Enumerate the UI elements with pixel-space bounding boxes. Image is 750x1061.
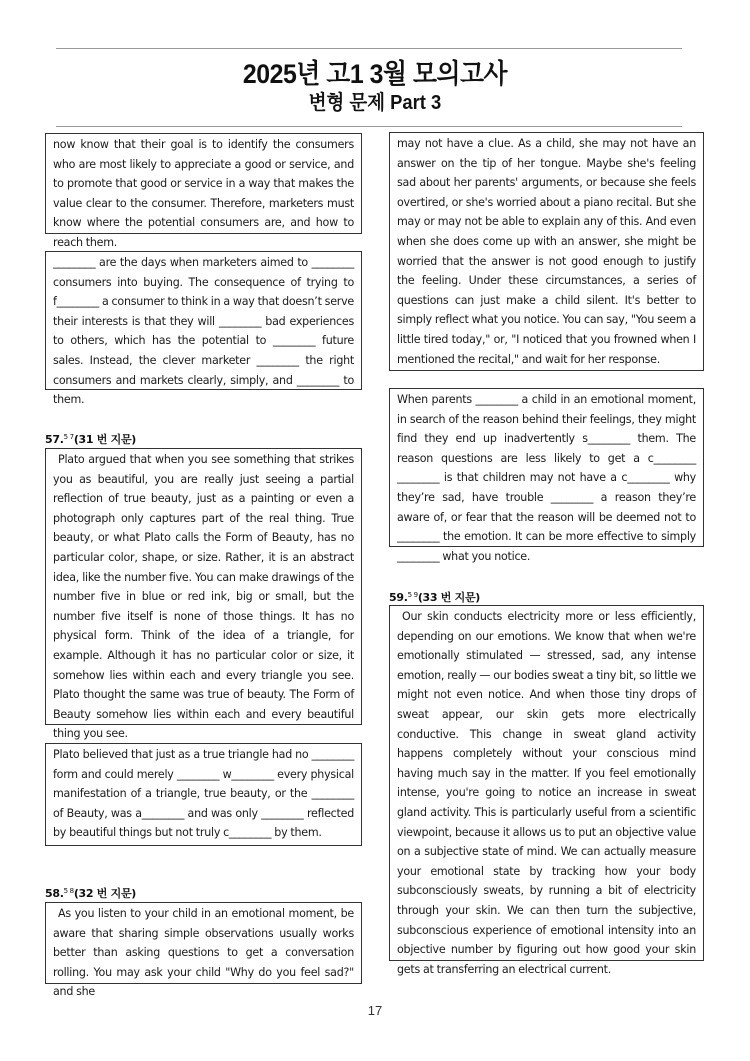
passage-57-text: Plato argued that when you see something that strikes you as beautiful, you are really just seeing a partial reflection of true beauty, just as a painting or even a photograph only captures part of the real thing. True beauty, or what Plato calls the Form of Beauty, has no particular color, shape, or size. Rather, it is an abstract idea, like the number five. You can make drawings of the number five in blue or red ink, big or small, but the number five itself is none of those things. It has no physical form. Think of the idea of a triangle, for example. Although it has no particular color or size, it somehow lies within each and every triangle you see. Plato thought the same was true of beauty. The Form of Beauty somehow lies within each and every beautiful thing you see. bbox=[53, 453, 354, 741]
question-59-number: 59. bbox=[389, 591, 408, 604]
summary-56-box bbox=[45, 251, 362, 407]
passage-56-continued-box bbox=[45, 133, 362, 249]
passage-58-continued-text: may not have a clue. As a child, she may not have an answer on the tip of her tongue. Maybe she's feeling sad about her parents' arguments, or because she feels overtired, or she's worried about a piano recital. But she may or may not be able to explain any of this. And even when she does come up with an answer, she might be worried that the answer is not good enough to justify the feeling. Under these circumstances, a series of questions can just make a child silent. It's better to simply reflect what you notice. You can say, "You seem a little tired today," or, "I noticed that you frowned when I mentioned the recital," and wait for her response. bbox=[397, 137, 696, 366]
question-58-label bbox=[45, 885, 136, 901]
passage-58-start-text: As you listen to your child in an emotional moment, be aware that sharing simple observations usually works better than asking questions to get a conversation rolling. You may ask your child "Why do you feel sad?" and she bbox=[53, 907, 354, 999]
question-57-superscript: 5 7 bbox=[63, 433, 74, 441]
question-58-superscript: 5 8 bbox=[63, 887, 74, 895]
passage-59-box bbox=[389, 605, 704, 976]
passage-58-continued-box bbox=[389, 132, 704, 371]
page-subtitle: 변형 문제 Part 3 bbox=[308, 92, 442, 114]
passage-56-continued-text: now know that their goal is to identify the consumers who are most likely to appreciate a good or service, and to promote that good or service in a way that makes the value clear to the consumer. Therefore, marketers must know where the potential consumers are, and how to reach them. bbox=[53, 138, 354, 249]
question-57-label bbox=[45, 431, 136, 447]
passage-57-box bbox=[45, 448, 362, 741]
question-59-source: (33 번 지문) bbox=[417, 591, 481, 604]
page-number: 17 bbox=[367, 1003, 383, 1018]
question-58-number: 58. bbox=[45, 887, 64, 900]
summary-58-text: When parents ________ a child in an emotional moment, in search of the reason behind their feelings, they might find they end up inadvertently s________ them. The reason questions are less likely to get a c________ ________ is that children may not have a c________ why they’re sad, have trouble ________ a reason they’re aware of, or fear that the reason will be deemed not to ________ the emotion. It can be more effective to simply ________ what you notice. bbox=[397, 393, 696, 563]
passage-59-text: Our skin conducts electricity more or less efficiently, depending on our emotions. We know that when we're emotionally stimulated — stressed, sad, any intense emotion, really — our bodies sweat a tiny bit, so little we might not even notice. And when those tiny drops of sweat appear, our skin gets more electrically conductive. This change in sweat gland activity happens completely without your conscious mind having much say in the matter. If you feel emotionally intense, you're going to notice an increase in sweat gland activity. This is particularly useful from a scientific viewpoint, because it allows us to put an objective value on a subjective state of mind. We can actually measure your emotional state by tracking how your body subconsciously sweats, by running a bit of electricity through your skin. We can then turn the subjective, subconscious experience of emotional intensity into an objective number by figuring out how good your skin gets at transferring an electrical current. bbox=[397, 610, 696, 976]
question-59-superscript: 5 9 bbox=[407, 591, 418, 599]
question-59-label bbox=[389, 589, 480, 605]
page-title: 2025년 고1 3월 모의고사 bbox=[242, 59, 508, 89]
summary-56-text: ________ are the days when marketers aimed to ________ consumers into buying. The consequence of trying to f________ a consumer to think in a way that doesn’t serve their interests is that they will ________ bad experiences to others, which has the potential to ________ future sales. Instead, the clever marketer ________ the right consumers and markets clearly, simply, and ________ to them. bbox=[53, 256, 354, 407]
passage-58-box bbox=[45, 902, 362, 999]
summary-58-box bbox=[389, 388, 704, 563]
header-top-rule bbox=[56, 48, 682, 49]
question-57-number: 57. bbox=[45, 433, 64, 446]
summary-57-text: Plato believed that just as a true triangle had no ________ form and could merely ________ w________ every physical manifestation of a triangle, true beauty, or the ________ of Beauty, was a________ and was only ________ reflected by beautiful things but not truly c________ by them. bbox=[53, 748, 354, 840]
summary-57-box bbox=[45, 743, 362, 846]
question-58-source: (32 번 지문) bbox=[73, 887, 137, 900]
question-57-source: (31 번 지문) bbox=[73, 433, 137, 446]
header-bottom-rule bbox=[56, 126, 682, 127]
